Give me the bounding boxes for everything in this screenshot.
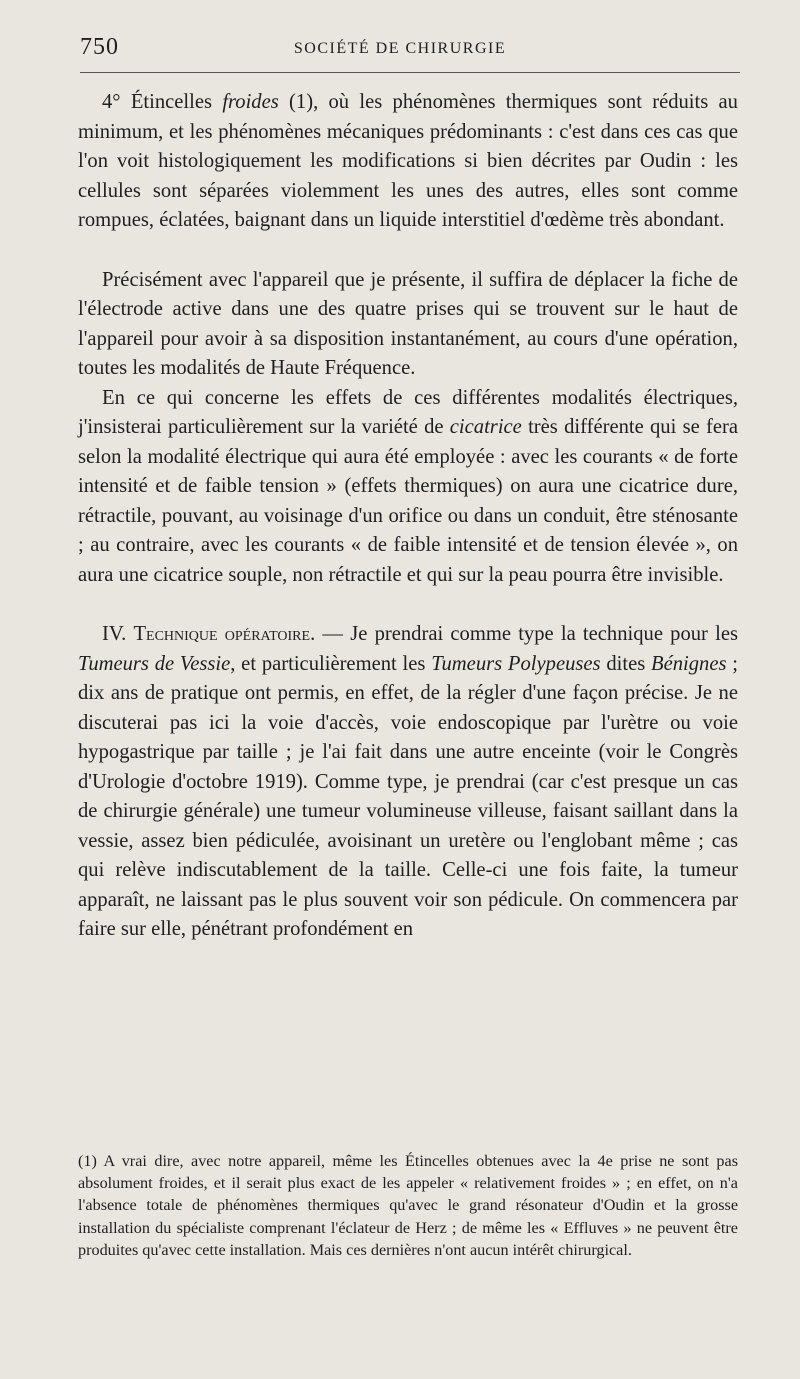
italic-run: Tumeurs Polypeuses: [431, 652, 601, 675]
paragraph-appareil: Précisément avec l'appareil que je présente, il suffira de déplacer la fiche de l'électrode active dans une des quatre prises qui se trouvent sur le haut de l'appareil pour avoir à sa disposition instantanément, au cours d'une opération, toutes les modalités de Haute Fréquence.: [78, 268, 738, 379]
italic-run: cicatrice: [449, 416, 522, 438]
text-run: très différente qui se fera selon la modalité électrique qui aura été employée : avec les courants « de forte intensité et de faible tension » (effets thermiques) on aura une cicatrice dure, rétractile, pouvant, au voisinage d'un orifice ou dans un conduit, être sténosante ; au contraire, avec les courants « de faible intensité et de tension élevée », on aura une cicatrice souple, non rétractile et qui sur la peau pourra être invisible.: [78, 416, 738, 586]
text-run: En ce qui concerne les effets de ces différentes modalités électriques, j'insisterai particulièrement sur la variété de: [78, 386, 738, 438]
paragraph-effets: [78, 384, 738, 591]
paragraph-etincelles-froides: [78, 88, 738, 236]
page-number: 750: [80, 34, 119, 60]
text-run: 4° Étincelles: [102, 91, 223, 113]
italic-run: froides: [222, 91, 279, 113]
footnotes: [78, 1150, 738, 1261]
paragraph-technique-operatoire: [78, 620, 738, 945]
paragraph-gap: [78, 236, 738, 266]
italic-run: Bénignes: [651, 652, 727, 675]
text-run: dites: [600, 652, 652, 675]
section-heading: Technique opératoire.: [133, 623, 316, 645]
paragraph-gap: [78, 590, 738, 620]
header-rule: [80, 72, 740, 73]
italic-run: Tumeurs de Vessie: [78, 652, 231, 675]
text-run: ; dix ans de pratique ont permis, en effet, de la régler d'une façon précise. Je ne discuterai pas ici la voie d'accès, voie endoscopique par l'urètre ou voie hypogastrique par taille ; je l'ai fait dans une autre enceinte (voir le Congrès d'Urologie d'octobre 1919). Comme type, je prendrai (car c'est presque un cas de chirurgie générale) une tumeur volumineuse villeuse, faisant saillant dans la vessie, assez bien pédiculée, avoisinant un uretère ou l'englobant même ; cas qui relève indiscutablement de la taille. Celle-ci une fois faite, la tumeur apparaît, ne laissant pas le plus souvent voir son pédicule. On commencera par faire sur elle, pénétrant profondément en: [78, 652, 739, 940]
section-number: IV.: [102, 623, 134, 645]
running-head: SOCIÉTÉ DE CHIRURGIE: [293, 40, 507, 57]
text-run: (1), où les phénomènes thermiques sont réduits au minimum, et les phénomènes mécaniques prédominants : c'est dans ces cas que l'on voit histologiquement les modifications si bien décrites par Oudin : les cellules sont séparées violemment les unes des autres, elles sont comme rompues, éclatées, baignant dans un liquide interstitiel d'œdème très abondant.: [78, 91, 738, 231]
body-text: [78, 88, 738, 945]
text-run: — Je prendrai comme type la technique pour les: [315, 623, 738, 645]
page-header: [0, 28, 800, 68]
text-run: , et particulièrement les: [230, 652, 432, 675]
footnote-1: (1) A vrai dire, avec notre appareil, même les Étincelles obtenues avec la 4e prise ne sont pas absolument froides, et il serait plus exact de les appeler « relativement froides » ; en effet, on n'a l'absence totale de phénomènes thermiques qu'avec le grand résonateur d'Oudin et la grosse installation du spécialiste comprenant l'éclateur de Herz ; de même les « Effluves » ne peuvent être produites qu'avec cette installation. Mais ces dernières n'ont aucun intérêt chirurgical.: [78, 1152, 738, 1259]
